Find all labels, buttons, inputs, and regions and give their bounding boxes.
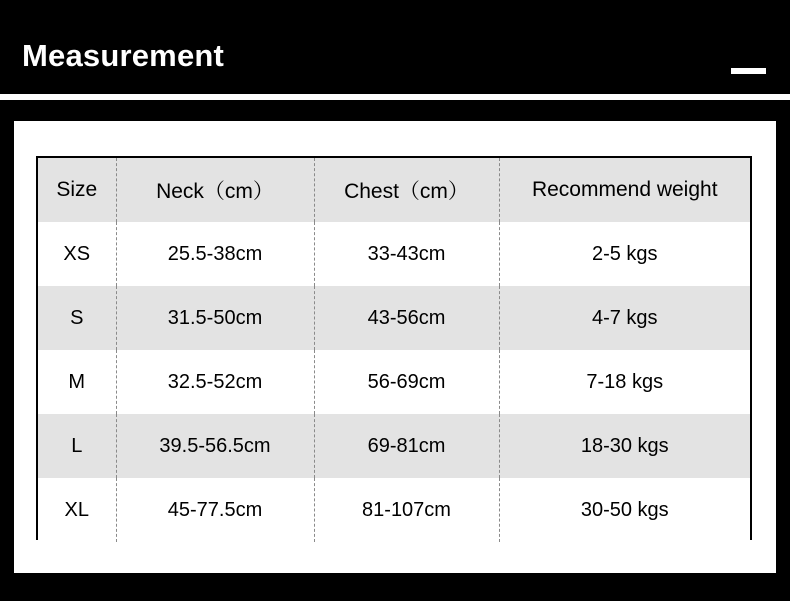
column-header-size: Size (38, 158, 116, 222)
column-header-neck: Neck（cm） (116, 158, 314, 222)
cell-weight: 30-50 kgs (499, 478, 750, 542)
cell-size: L (38, 414, 116, 478)
cell-size: M (38, 350, 116, 414)
cell-chest: 81-107cm (314, 478, 499, 542)
cell-neck: 32.5-52cm (116, 350, 314, 414)
table-row (38, 350, 750, 414)
cell-weight: 2-5 kgs (499, 222, 750, 286)
cell-weight: 4-7 kgs (499, 286, 750, 350)
measurement-table-container (36, 156, 752, 540)
table-header-row (38, 158, 750, 222)
cell-neck: 45-77.5cm (116, 478, 314, 542)
column-header-chest: Chest（cm） (314, 158, 499, 222)
cell-neck: 25.5-38cm (116, 222, 314, 286)
minus-icon (731, 68, 766, 74)
table-row (38, 414, 750, 478)
column-header-recommend-weight: Recommend weight (499, 158, 750, 222)
page-header (0, 0, 790, 100)
cell-chest: 33-43cm (314, 222, 499, 286)
table-row (38, 286, 750, 350)
cell-weight: 18-30 kgs (499, 414, 750, 478)
cell-neck: 31.5-50cm (116, 286, 314, 350)
measurement-table (38, 158, 750, 542)
cell-weight: 7-18 kgs (499, 350, 750, 414)
table-row (38, 478, 750, 542)
cell-chest: 56-69cm (314, 350, 499, 414)
cell-chest: 43-56cm (314, 286, 499, 350)
cell-size: XL (38, 478, 116, 542)
cell-size: S (38, 286, 116, 350)
content-panel (14, 121, 776, 573)
header-divider (0, 94, 790, 100)
cell-neck: 39.5-56.5cm (116, 414, 314, 478)
cell-size: XS (38, 222, 116, 286)
table-row (38, 222, 750, 286)
cell-chest: 69-81cm (314, 414, 499, 478)
page-title: Measurement (22, 38, 225, 73)
